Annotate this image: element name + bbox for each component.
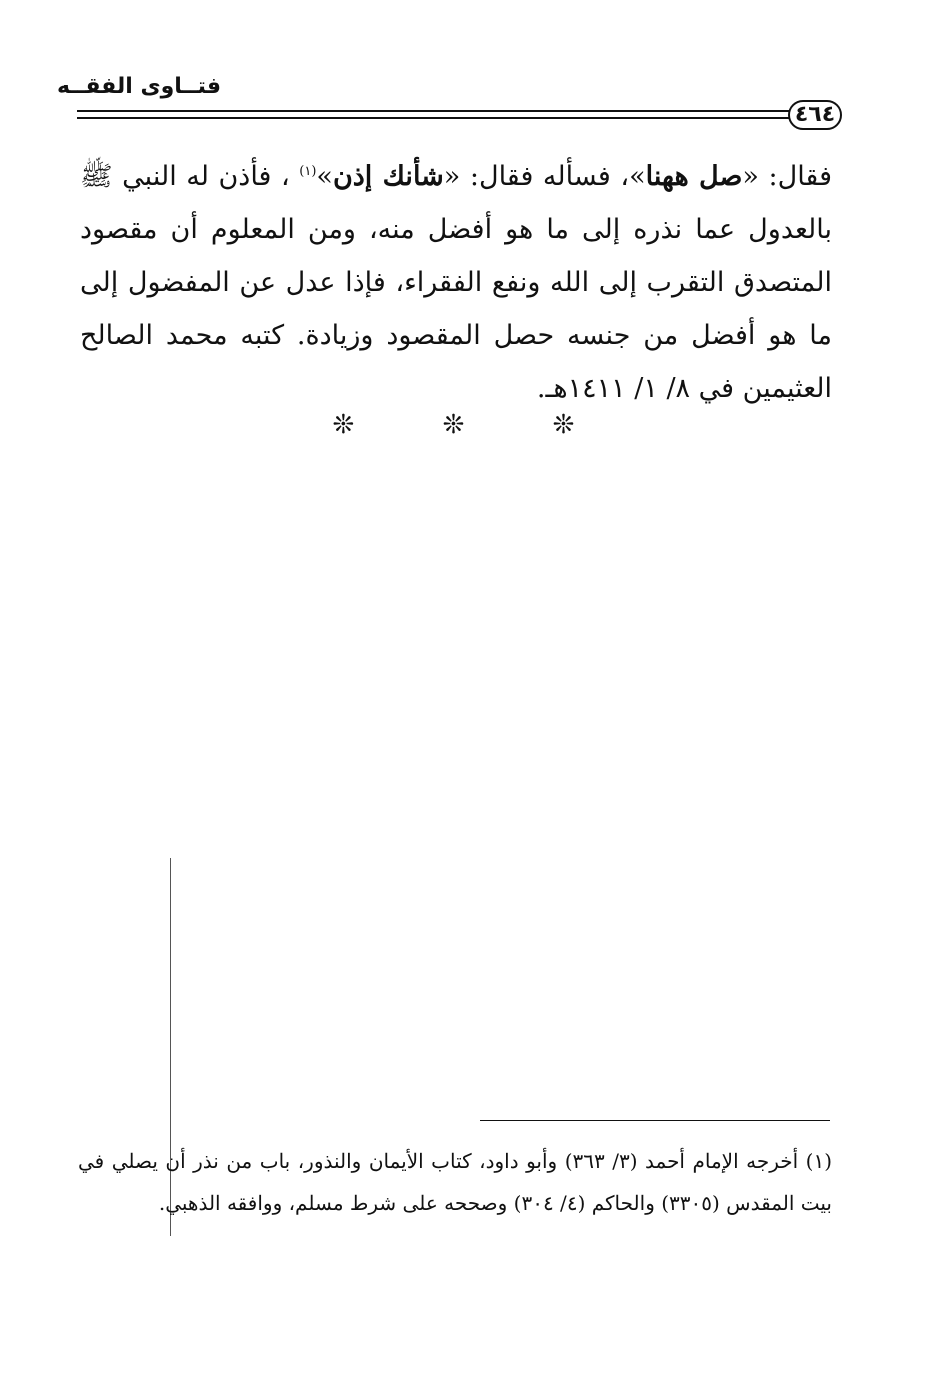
body-text-segment: »، فسأله فقال: « [443,161,646,192]
body-text-segment: ، فأذن له النبي ﷺ بالعدول عما نذره إلى ما هو أفضل منه، ومن المعلوم أن مقصود المتصدق التقرب إلى الله ونفع الفقراء، فإذا عدل عن المفضول إلى ما هو أفضل من جنسه حصل المقصود وزيادة. كتبه محمد الصالح العثيمين في ٨/ ١/ ١٤١١هـ. [80,161,832,404]
body-text-segment: » [316,161,333,192]
footnote: (١) أخرجه الإمام أحمد (٣/ ٣٦٣) وأبو داود، كتاب الأيمان والنذور، باب من نذر أن يصلي في بيت المقدس (٣٣٠٥) والحاكم (٤/ ٣٠٤) وصححه على شرط مسلم، ووافقه الذهبي. [78,1149,832,1215]
body-paragraph [80,150,832,415]
footnote-rule [480,1120,830,1121]
quote-pray-here: صل ههنا [645,161,743,192]
header-rule-bottom [77,117,790,119]
quote-then-as-you-wish: شأنك إذن [332,161,444,192]
book-title: فتــاوى الفقــه [56,74,221,99]
header-rule-top [77,110,790,112]
page-number: ٤٦٤ [788,100,842,130]
section-separator: ❊ ❊ ❊ [332,410,615,440]
body-text-segment: فقال: « [742,161,832,192]
footnote-reference: (١) [299,164,317,179]
